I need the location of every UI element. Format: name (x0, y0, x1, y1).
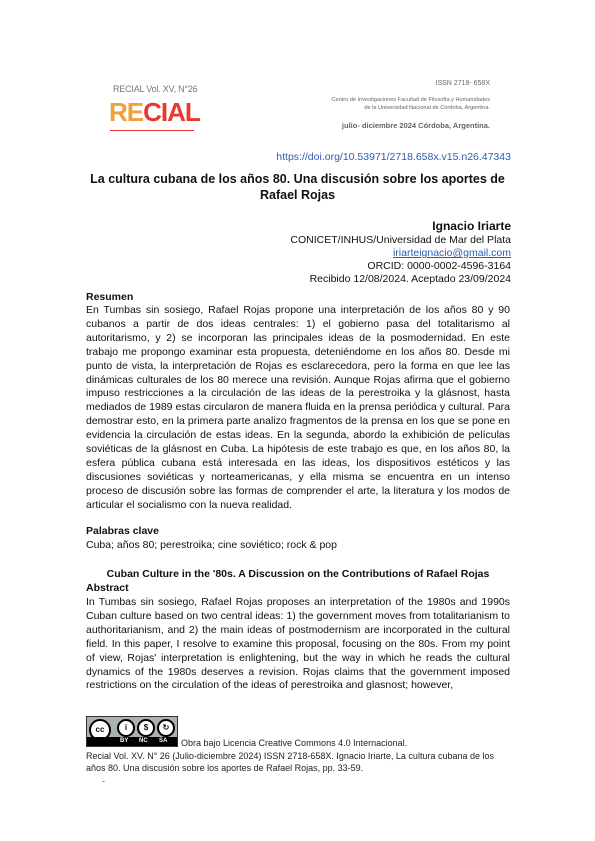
logo-re: RE (109, 97, 144, 127)
keywords-heading: Palabras clave (86, 525, 159, 537)
author-name: Ignacio Iriarte (432, 219, 511, 233)
research-center-line1: Centro de Investigaciones Facultad de Filosofía y Humanidades (331, 97, 490, 103)
cc-icon: cc (89, 719, 111, 741)
author-affiliation: CONICET/INHUS/Universidad de Mar del Plata (290, 234, 511, 246)
page-dash: - (102, 776, 105, 786)
attribution-icon: i (117, 719, 135, 737)
article-title: La cultura cubana de los años 80. Una discusión sobre los aportes de Rafael Rojas (90, 172, 505, 202)
resumen-heading: Resumen (86, 291, 134, 303)
english-title: Cuban Culture in the '80s. A Discussion on the Contributions of Rafael Rojas (106, 568, 490, 580)
journal-volume: RECIAL Vol. XV, N°26 (113, 84, 198, 94)
resumen-text: En Tumbas sin sosiego, Rafael Rojas propone una interpretación de los años 80 y 90 cubanos a partir de dos ideas centrales: 1) el gobierno pasa del totalitarismo al autoritarismo, y 2) se incorporan las principales ideas de la posmodernidad. En este trabajo me propongo examinar esta propuesta, deteniéndome en los años 80. Desde mi punto de vista, la interpretación de Rojas es esclarecedora, pero la forma en que lee las dinámicas culturales de los 80 merece una revisión. Aunque Rojas afirma que el gobierno impuso restricciones a la circulación de las ideas de la perestroika y la glásnost, hasta mediados de 1989 estas circularon de manera fluida en la prensa periódica y cultural. Para demostrar esto, en la primera parte analizo fragmentos de la prensa en los que se pone en evidencia la circulación de estas ideas. En la segunda, abordo la exhibición de películas soviéticas de la glásnost en Cuba. La hipótesis de este trabajo es que, en los años 80, la esfera pública cubana está interesada en las ideas, los dispositivos estéticos y las discusiones soviéticas y norteamericanas, y ella misma se encuentra en un intenso proceso de discusión sobre las formas de comprender el arte, la literatura y los modos de articular el socialismo con la nueva realidad. (86, 304, 510, 511)
logo-ci: CI (143, 97, 168, 127)
cc-sa-label: SA (159, 738, 168, 744)
author-block (290, 219, 511, 286)
keywords-text: Cuba; años 80; perestroika; cine soviético; rock & pop (86, 539, 337, 551)
author-email-link[interactable]: iriarteignacio@gmail.com (392, 247, 511, 259)
received-accepted-dates: Recibido 12/08/2024. Aceptado 23/09/2024 (309, 273, 511, 285)
abstract-text: In Tumbas sin sosiego, Rafael Rojas proposes an interpretation of the 1980s and 1990s Cuban culture based on two central ideas: 1) the government moves from totalitarianism to authoritarianism, and 2) the main ideas of postmodernism are incorporated in the cultural field. In this paper, I resolve to examine this proposal, focusing on the 80s. From my point of view, Rojas' interpretation is enlightening, but the way in which he reads the cultural dynamics of the 1980s deserves a revision. Rojas claims that the government imposed restrictions on the circulation of the ideas of perestroika and glasnost; however, (86, 596, 510, 692)
creative-commons-badge[interactable] (86, 716, 178, 747)
logo-al: AL (167, 97, 200, 127)
license-text: Obra bajo Licencia Creative Commons 4.0 Internacional. (181, 738, 408, 748)
doi-link[interactable]: https://doi.org/10.53971/2718.658x.v15.n26.47343 (276, 151, 511, 163)
noncommercial-icon: $ (137, 719, 155, 737)
recial-logo (109, 99, 200, 125)
abstract-heading: Abstract (86, 582, 129, 594)
cc-nc-label: NC (139, 738, 148, 744)
logo-underline (110, 130, 194, 131)
issn: ISSN 2718- 658X (435, 80, 490, 87)
author-orcid: ORCID: 0000-0002-4596-3164 (367, 260, 511, 272)
research-center (331, 96, 490, 112)
research-center-line2: de la Universidad Nacional de Córdoba, Argentina. (364, 105, 490, 111)
citation-text: Recial Vol. XV. N° 26 (Julio-diciembre 2024) ISSN 2718-658X. Ignacio Iriarte, La cultura cubana de los años 80. Una discusión sobre los aportes de Rafael Rojas, pp. 33-59. (86, 751, 494, 773)
publication-period: julio- diciembre 2024 Córdoba, Argentina. (341, 121, 490, 130)
sharealike-icon: ↻ (157, 719, 175, 737)
cc-by-label: BY (120, 738, 129, 744)
